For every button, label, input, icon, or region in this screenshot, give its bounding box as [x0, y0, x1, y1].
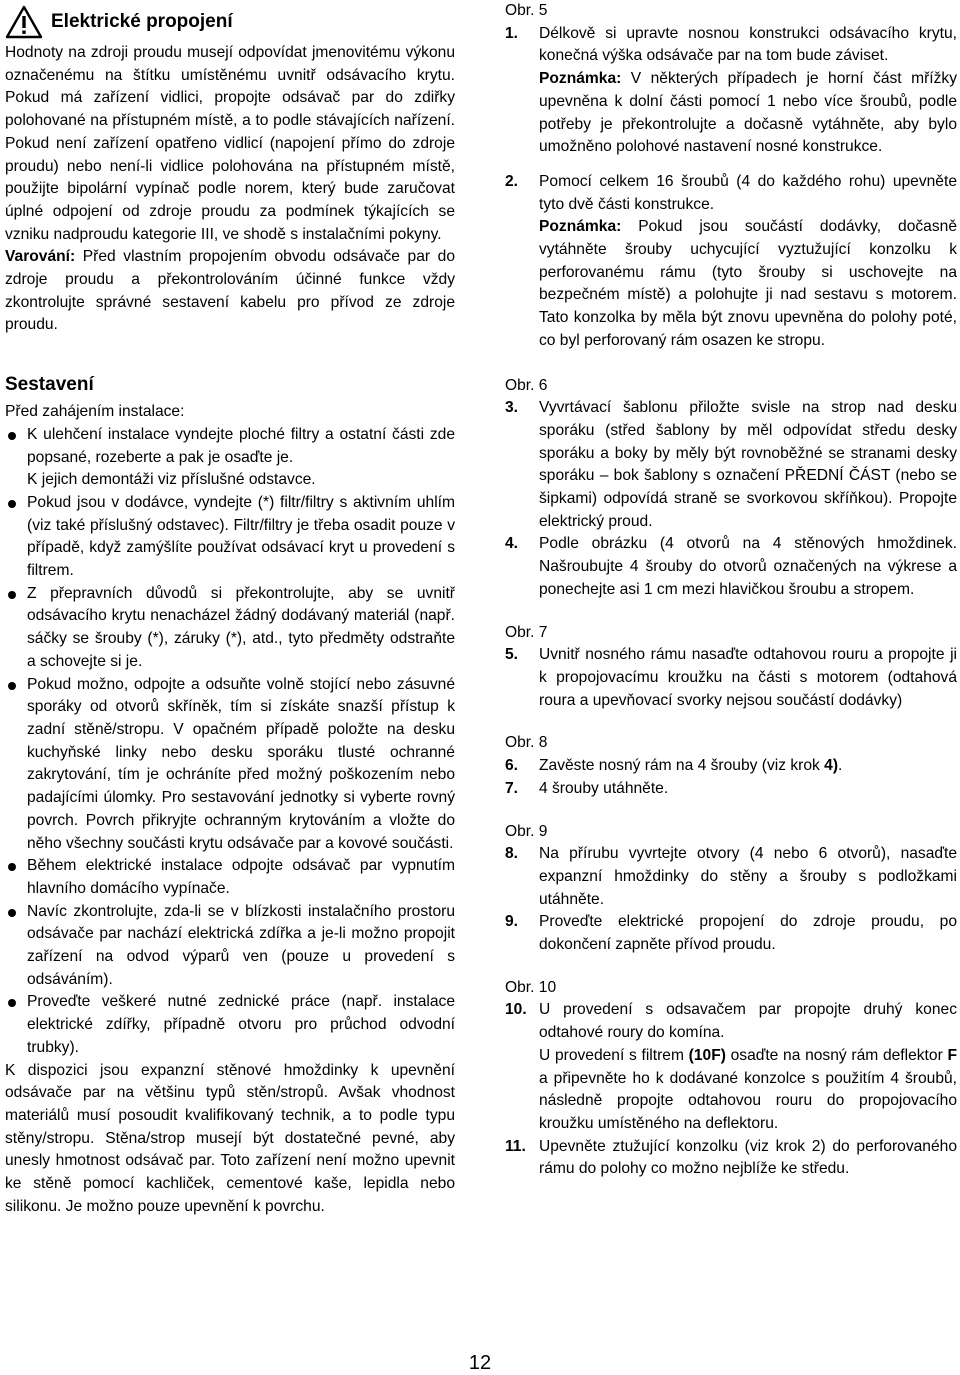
- step-number: 4.: [505, 535, 519, 553]
- list-item: Z přepravních důvodů si překontrolujte, aby se uvnitř odsávacího krytu nenacházel žádný dodávaný materiál (např. sáčky se šrouby (*), záruky (*), atd., tyto předměty odstraňte a schovejte si je.: [5, 583, 455, 674]
- list-item: Pokud možno, odpojte a odsuňte volně stojící nebo zásuvné sporáky od otvorů skříněk, tím si získáte snazší přístup k zadní stěně/stropu. V opačném případě položte na desku kuchyňské linky nebo desku sporáku tlusté ochranné zakrytování, tím je ochráníte před možný poškozením nebo padajícími úlomky. Pro sestavování jednotky si vyberte rovný povrch. Povrch přikryjte ochranným krytováním a vložte do něho všechny součásti krytu odsávače par a kovové součásti.: [5, 674, 455, 856]
- page-number: 12: [468, 1352, 492, 1374]
- warning-text: Před vlastním propojením obvodu odsávače par do zdroje proudu a překontrolováním účinné funkce vždy zkontrolujte správné sestavení kabelu pro přívod ze zdroje proudu.: [5, 248, 455, 334]
- step-3: 3. Vyvrtávací šablonu přiložte svisle na strop nad desku sporáku (střed šablony by měl odpovídat středu desky sporáku a boky by měly být rovnoběžné se stranami desky sporáku – bok šablony s označení PŘEDNÍ ČÁST (nebo se šipkami) odpovídá straně se svorkovou skříňkou). Propojte elektrický proud.: [505, 399, 957, 530]
- note-label: Poznámka:: [539, 218, 622, 236]
- step-number: 7.: [505, 779, 519, 797]
- list-item: Navíc zkontrolujte, zda-li se v blízkosti instalačního prostoru odsávače par nachází elektrická zdířka a je-li možno propojit zařízení na odvod výparů ven (pouze u provedení s odsáváním).: [5, 901, 455, 992]
- steps-list-f: [505, 999, 957, 1181]
- step-2: 2. Pomocí celkem 16 šroubů (4 do každého rohu) upevněte tyto dvě části konstrukce. Poznámka: Pokud jsou součástí dodávky, dočasně vytáhněte šrouby uchycující vyztužující konzolku k perforovanému rámu (tyto šrouby si uschovejte na bezpečném místě) a polohujte ji nad sestavu s motorem. Tato konzolka by měla být znovu upevněna do polohy poté, co byl perforovaný rám osazen ke stropu.: [505, 172, 957, 349]
- step-8: 8. Na přírubu vyvrtejte otvory (4 nebo 6 otvorů), nasaďte expanzní hmoždinky do stěny a šrouby s podložkami utáhněte.: [505, 845, 957, 908]
- step-4: 4. Podle obrázku (4 otvorů na 4 stěnových hmoždinek. Našroubujte 4 šrouby do otvorů označených na výkrese a ponechejte asi 1 cm mezi hlavičkou šroubu a stropem.: [505, 535, 957, 598]
- step-11: 11. Upevněte ztužující konzolku (viz krok 2) do perforovaného rámu do polohy co možno nejblíže ke středu.: [505, 1137, 957, 1178]
- figure-ref-8: Obr. 8: [505, 734, 548, 752]
- step-number: 3.: [505, 399, 519, 417]
- step-number: 1.: [505, 24, 519, 42]
- list-item: Proveďte veškeré nutné zednické práce (např. instalace elektrické zdířky, případně otvoru pro průchod odvodní trubky).: [5, 991, 455, 1059]
- step-1: 1. Délkově si upravte nosnou konstrukci odsávacího krytu, konečná výška odsávače par na tom bude záviset. Poznámka: V některých případech je horní část mřížky upevněna k dolní části pomocí 1 nebo více šroubů, podle potřeby je překontrolujte a dočasně vytáhněte, aby bylo umožněno polohové nastavení nosné konstrukce.: [505, 24, 957, 156]
- step-number: 2.: [505, 172, 519, 190]
- step-number: 5.: [505, 646, 519, 664]
- note-label: Poznámka:: [539, 70, 622, 88]
- closing-paragraph: K dispozici jsou expanzní stěnové hmoždinky k upevnění odsávače par na většinu typů stěn/stropů. Avšak vhodnost materiálů musí posoudit kvalifikovaný technik, a to podle typu stěny/stropu. Stěna/strop musejí být dostatečné pevné, aby unesly hmotnost odsávač par. Toto zařízení není možno upevnit ke stěně pomocí kachliček, cementové kaše, lepidla nebo silikonu. Je možno pouze upevnění k povrchu.: [5, 1061, 455, 1215]
- list-item-note: K jejich demontáži viz příslušné odstavce.: [27, 471, 316, 489]
- warning-paragraph: [5, 246, 455, 337]
- steps-list-e: [505, 843, 957, 957]
- step-6: 6. Zavěste nosný rám na 4 šrouby (viz krok 4).: [505, 755, 957, 778]
- figure-ref-10: Obr. 10: [505, 978, 557, 996]
- step-10: 10. U provedení s odsavačem par propojte druhý konec odtahové roury do komína. U provedení s filtrem (10F) osaďte na nosný rám deflektor F a připevněte ho k dodávané konzolce s použitím 4 šroubů, následně propojte odtahovou rouru do propojovacího kroužku umístěného na deflektoru.: [505, 1001, 957, 1132]
- steps-list-c: [505, 644, 957, 712]
- steps-list-a: [505, 23, 957, 353]
- steps-list-d: [505, 755, 957, 800]
- section-title-assembly: Sestavení: [5, 374, 94, 396]
- right-column: [505, 0, 957, 1181]
- figure-ref-7: Obr. 7: [505, 623, 548, 641]
- preparation-list: [5, 424, 455, 1060]
- figure-ref-9: Obr. 9: [505, 822, 548, 840]
- figure-ref-6: Obr. 6: [505, 376, 548, 394]
- step-5: 5. Uvnitř nosného rámu nasaďte odtahovou rouru a propojte ji k propojovacímu kroužku na části s motorem (odtahová roura a upevňovací svorky nejsou součástí dodávky): [505, 646, 957, 709]
- list-item: Během elektrické instalace odpojte odsávač par vypnutím hlavního domácího vypínače.: [5, 855, 455, 900]
- step-number: 10.: [505, 1001, 527, 1019]
- page-title: Elektrické propojení: [51, 11, 233, 32]
- step-number: 8.: [505, 845, 519, 863]
- warning-label: Varování:: [5, 248, 76, 266]
- list-item: K ulehčení instalace vyndejte ploché filtry a ostatní části zde popsané, rozeberte a pak je osaďte je. K jejich demontáži viz příslušné odstavce.: [5, 424, 455, 492]
- step-7: 7. 4 šrouby utáhněte.: [505, 778, 957, 801]
- figure-ref-5: Obr. 5: [505, 2, 548, 19]
- assembly-intro: Před zahájením instalace:: [5, 403, 185, 421]
- step-number: 9.: [505, 913, 519, 931]
- step-9: 9. Proveďte elektrické propojení do zdroje proudu, po dokončení zapněte přívod proudu.: [505, 913, 957, 954]
- step-number: 11.: [505, 1137, 526, 1155]
- left-column: [5, 0, 455, 1218]
- step-number: 6.: [505, 757, 519, 775]
- steps-list-b: [505, 397, 957, 601]
- electrical-paragraph: Hodnoty na zdroji proudu musejí odpovídat jmenovitému výkonu označenému na štítku umístěnému uvnitř odsávacího krytu. Pokud má zařízení vidlici, propojte odsávač par do zdiřky polohované na přístupném místě, a to podle stávajících nařízení. Pokud není zařízení opatřeno vidlicí (napojení přímo do zdroje proudu) nebo není-li vidlice polohována na přístupném místě, použijte bipolární vypínač podle norem, který bude zaručovat úplné odpojení od zdroje proudu za podmínek týkajících se vzniku nadproudu kategorie III, ve shodě s instalačními pokyny.: [5, 44, 455, 243]
- section-heading-electrical: [5, 2, 455, 42]
- list-item: Pokud jsou v dodávce, vyndejte (*) filtr/filtry s aktivním uhlím (viz také příslušný odstavec). Filtr/filtry je třeba osadit pouze v případě, když zamýšlíte používat odsávací kryt u provedení s filtrem.: [5, 492, 455, 583]
- warning-icon: [5, 5, 43, 39]
